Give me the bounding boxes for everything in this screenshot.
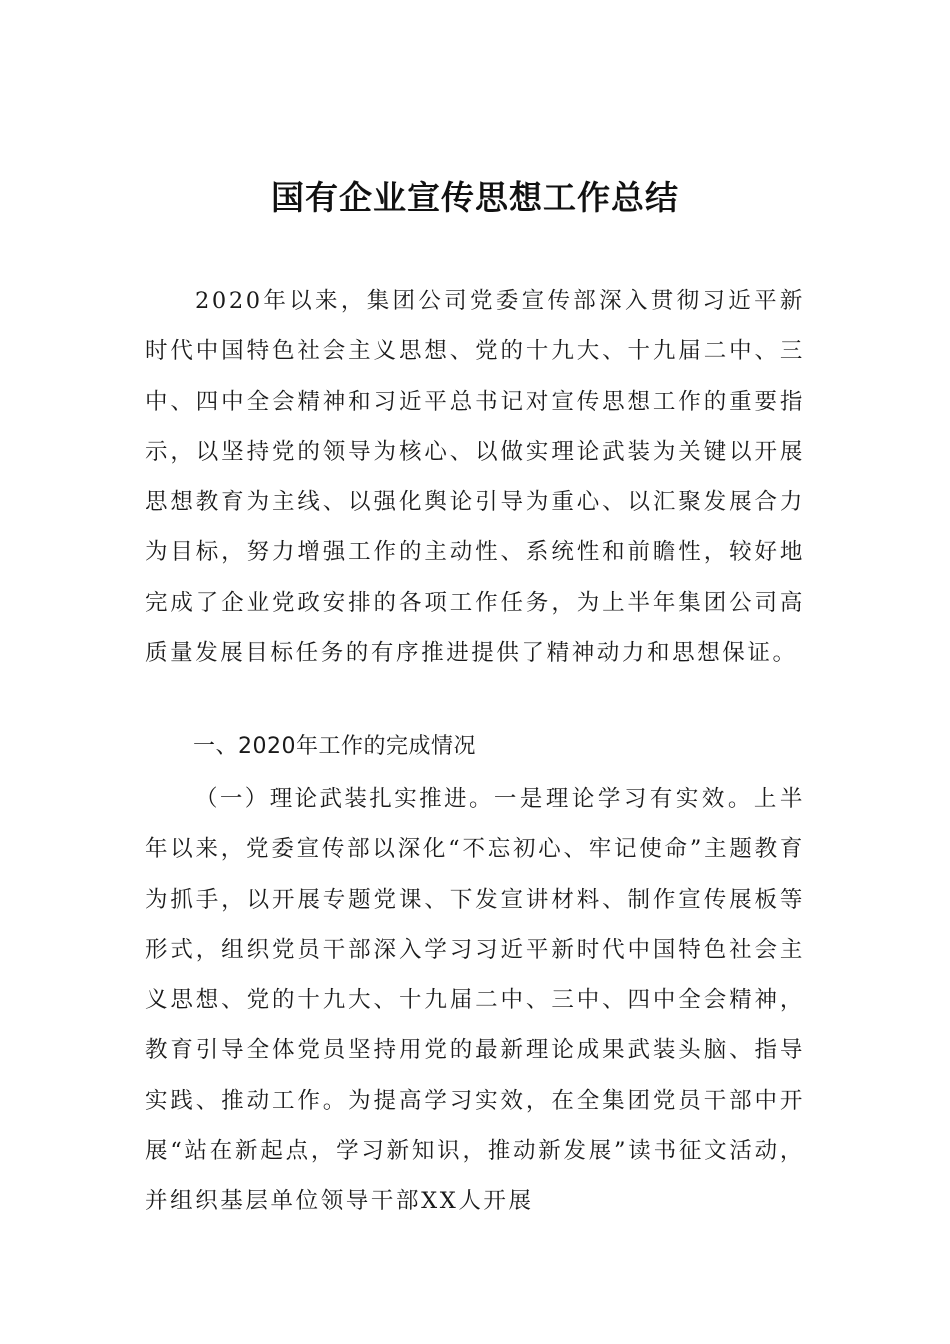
intro-paragraph: 2020年以来，集团公司党委宣传部深入贯彻习近平新时代中国特色社会主义思想、党的十九大、十九届二中、三中、四中全会精神和习近平总书记对宣传思想工作的重要指示，以坚持党的领导为核心、以做实理论武装为关键以开展思想教育为主线、以强化舆论引导为重心、以汇聚发展合力为目标，努力增强工作的主动性、系统性和前瞻性，较好地完成了企业党政安排的各项工作任务，为上半年集团公司高质量发展目标任务的有序推进提供了精神动力和思想保证。 — [145, 288, 805, 667]
subsection-heading: （一）理论武装扎实推进。 — [195, 786, 494, 812]
subsection-paragraph-text: 一是理论学习有实效。上半年以来，党委宣传部以深化“不忘初心、牢记使命”主题教育为抓手，以开展专题党课、下发宣讲材料、制作宣传展板等形式，组织党员干部深入学习习近平新时代中国特色社会主义思想、党的十九大、十九届二中、三中、四中全会精神，教育引导全体党员坚持用党的最新理论成果武装头脑、指导实践、推动工作。为提高学习实效，在全集团党员干部中开展“站在新起点，学习新知识，推动新发展”读书征文活动，并组织基层单位领导干部XX人开展 — [145, 786, 805, 1215]
document-title: 国有企业宣传思想工作总结 — [271, 178, 679, 217]
section-paragraph — [145, 774, 805, 1227]
section-heading: 一、2020年工作的完成情况 — [193, 734, 476, 759]
